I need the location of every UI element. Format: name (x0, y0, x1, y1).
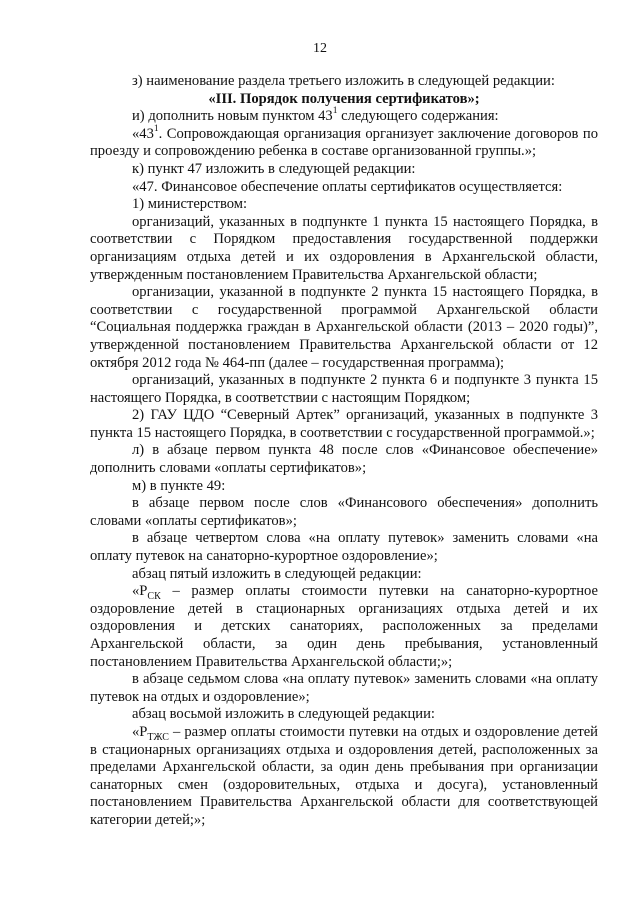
paragraph-text: абзац пятый изложить в следующей редакции: (132, 565, 422, 582)
paragraph-text: л) в абзаце первом пункта 48 после слов «Финансовое обеспечение» дополнить словами «оплаты сертификатов»; (90, 442, 598, 477)
paragraph (90, 108, 598, 126)
paragraph-text: организации, указанной в подпункте 2 пункта 15 настоящего Порядка, в соответствии с государственной программой Архангельской области “Социальная поддержка граждан в Архангельской области (2013 – 2020 годы)”, утвержденной постановлением Правительства Архангельской области от 12 октября 2012 года № 464-пп (далее – государственная программа); (90, 284, 598, 371)
paragraph-text: з) наименование раздела третьего изложить в следующей редакции: (132, 73, 555, 89)
paragraph (90, 284, 598, 372)
paragraph (90, 123, 598, 161)
paragraph (90, 671, 598, 706)
paragraph-text: «III. Порядок получения сертификатов»; (208, 90, 480, 107)
paragraph-text: в абзаце седьмом слова «на оплату путевок» заменить словами «на оплату путевок на отдых и оздоровление»; (90, 671, 598, 705)
paragraph-text: к) пункт 47 изложить в следующей редакции: (132, 160, 416, 177)
paragraph (90, 495, 598, 530)
superscript: 1 (153, 123, 159, 134)
paragraph-text: «47. Финансовое обеспечение оплаты сертификатов осуществляется: (132, 178, 563, 195)
paragraph (90, 179, 598, 197)
paragraph (90, 214, 598, 284)
paragraph (90, 196, 598, 214)
paragraph (90, 442, 598, 477)
page-number: 12 (313, 41, 327, 56)
paragraph-text: м) в пункте 49: (132, 477, 226, 494)
subscript: ТЖС (147, 731, 169, 743)
paragraph-text: 1) министерством: (132, 196, 248, 213)
paragraph-text: – размер оплаты стоимости путевки на санаторно-курортное оздоровление детей в стационарных организациях отдыха детей и их оздоровления и детских санаториях, расположенных за пределами Архангельской области, за один день пребывания, установленный постановлением Правительства Архангельской области;»; (90, 583, 598, 670)
section-heading (90, 91, 598, 109)
paragraph-text: . Сопровождающая организация организует заключение договоров по проезду и сопровождению ребенка в составе организованной группы.»; (90, 125, 598, 160)
paragraph-text: «Р (132, 723, 148, 740)
paragraph-text: организаций, указанных в подпункте 2 пункта 6 и подпункте 3 пункта 15 настоящего Порядка, в соответствии с настоящим Порядком; (90, 372, 598, 406)
paragraph-text: следующего содержания: (337, 108, 499, 125)
paragraph-text: 2) ГАУ ЦДО “Северный Артек” организаций, указанных в подпункте 3 пункта 15 настоящего Порядка, в соответствии с государственной программой.»; (90, 407, 598, 441)
paragraph-text: «Р (132, 583, 148, 600)
superscript: 1 (332, 106, 338, 117)
paragraph-text: организаций, указанных в подпункте 1 пункта 15 настоящего Порядка, в соответствии с Порядком предоставления государственной поддержки организациям отдыха детей и их оздоровления в Архангельской области, утвержденным постановлением Правительства Архангельской области; (90, 213, 598, 283)
paragraph (90, 372, 598, 407)
paragraph (90, 407, 598, 442)
paragraph (90, 566, 598, 584)
subscript: СК (147, 591, 161, 603)
paragraph (90, 161, 598, 179)
paragraph (90, 478, 598, 496)
document-body (90, 73, 598, 830)
paragraph (90, 706, 598, 724)
paragraph-text: абзац восьмой изложить в следующей редакции: (132, 706, 435, 723)
paragraph (90, 73, 598, 91)
paragraph (90, 583, 598, 671)
paragraph-text: «43 (132, 125, 154, 142)
paragraph-text: и) дополнить новым пунктом 43 (132, 108, 333, 125)
paragraph-text: в абзаце четвертом слова «на оплату путевок» заменить словами «на оплату путевок на санаторно-курортное оздоровление»; (90, 530, 598, 565)
paragraph-text: – размер оплаты стоимости путевки на отдых и оздоровление детей в стационарных организациях отдыха и оздоровления детей, расположенных за пределами Архангельской области, за один день пребывания при организации санаторных смен (оздоровительных, отдыха и досуга), установленный постановлением Правительства Архангельской области для соответствующей категории детей;»; (90, 723, 598, 828)
paragraph (90, 530, 598, 565)
paragraph-text: в абзаце первом после слов «Финансового обеспечения» дополнить словами «оплаты сертификатов»; (90, 495, 598, 529)
paragraph (90, 724, 598, 830)
